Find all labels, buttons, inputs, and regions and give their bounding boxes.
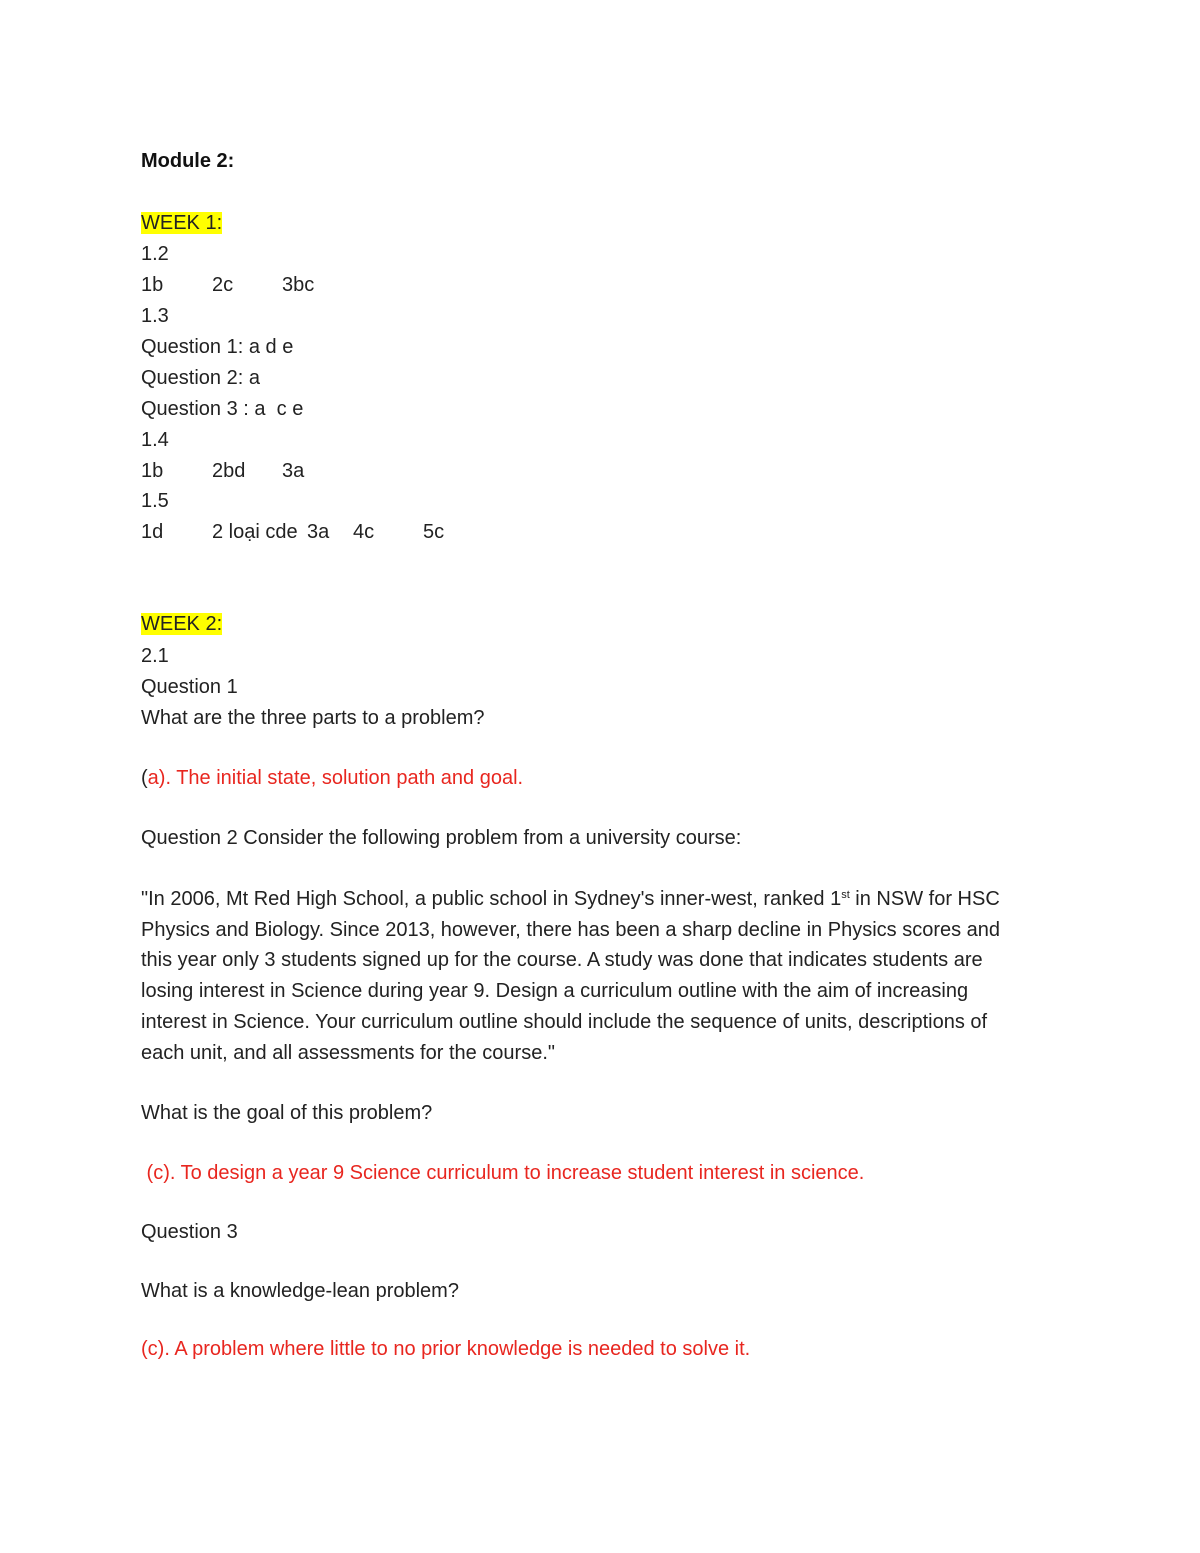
question-3-text: What is a knowledge-lean problem? [141, 1280, 459, 1302]
quote-line: this year only 3 students signed up for the course. A study was done that indicates students are [141, 949, 983, 971]
answer: 3a [307, 521, 330, 543]
question-1-answer: Question 1: a d e [141, 336, 294, 358]
section-1-3: 1.3 [141, 305, 169, 327]
question-1-answer: a). The initial state, solution path and goal. [147, 767, 524, 789]
week2-heading: WEEK 2: [141, 613, 223, 635]
quote-line: Physics and Biology. Since 2013, however, there has been a sharp decline in Physics scores and [141, 919, 1001, 941]
answer: 5c [423, 521, 445, 543]
week1-heading-row [141, 210, 222, 236]
answer-paren: ( [141, 767, 148, 789]
week2-heading-row [141, 611, 222, 637]
answer: 4c [353, 521, 375, 543]
quote-line [141, 886, 1000, 912]
question-1-text: What are the three parts to a problem? [141, 707, 485, 729]
answer: 2c [212, 274, 234, 296]
section-1-5: 1.5 [141, 490, 169, 512]
question-2-label: Question 2 [141, 827, 238, 849]
answer: 2bd [212, 460, 246, 482]
section-1-4: 1.4 [141, 429, 169, 451]
week1-heading: WEEK 1: [141, 212, 223, 234]
question-1-answer-row [141, 765, 523, 791]
answer: 3bc [282, 274, 315, 296]
quote-line: losing interest in Science during year 9. Design a curriculum outline with the aim of increasing [141, 980, 969, 1002]
answer: 1b [141, 274, 164, 296]
answer: 3a [282, 460, 305, 482]
question-3-label: Question 3 [141, 1221, 238, 1243]
question-3-answer: (c). A problem where little to no prior knowledge is needed to solve it. [141, 1338, 751, 1360]
goal-answer: (c). To design a year 9 Science curriculum to increase student interest in science. [141, 1162, 865, 1184]
quote-line: each unit, and all assessments for the course." [141, 1042, 555, 1064]
answer: 1b [141, 460, 164, 482]
question-2-row [141, 825, 741, 851]
question-3-answer: Question 3 : a c e [141, 398, 304, 420]
answer: 2 loại cde [212, 521, 298, 543]
question-1-label: Question 1 [141, 676, 238, 698]
quote-line: interest in Science. Your curriculum outline should include the sequence of units, descriptions of [141, 1011, 988, 1033]
goal-question: What is the goal of this problem? [141, 1102, 433, 1124]
quote-line-tail: in NSW for HSC [849, 888, 1000, 910]
section-1-2: 1.2 [141, 243, 169, 265]
module-title: Module 2: [141, 150, 235, 172]
section-2-1: 2.1 [141, 645, 169, 667]
question-2-answer: Question 2: a [141, 367, 260, 389]
question-2-text: Consider the following problem from a university course: [237, 827, 742, 849]
quote-line-text: "In 2006, Mt Red High School, a public school in Sydney's inner-west, ranked 1 [141, 888, 842, 910]
answer: 1d [141, 521, 164, 543]
ordinal-suffix: st [841, 889, 850, 901]
